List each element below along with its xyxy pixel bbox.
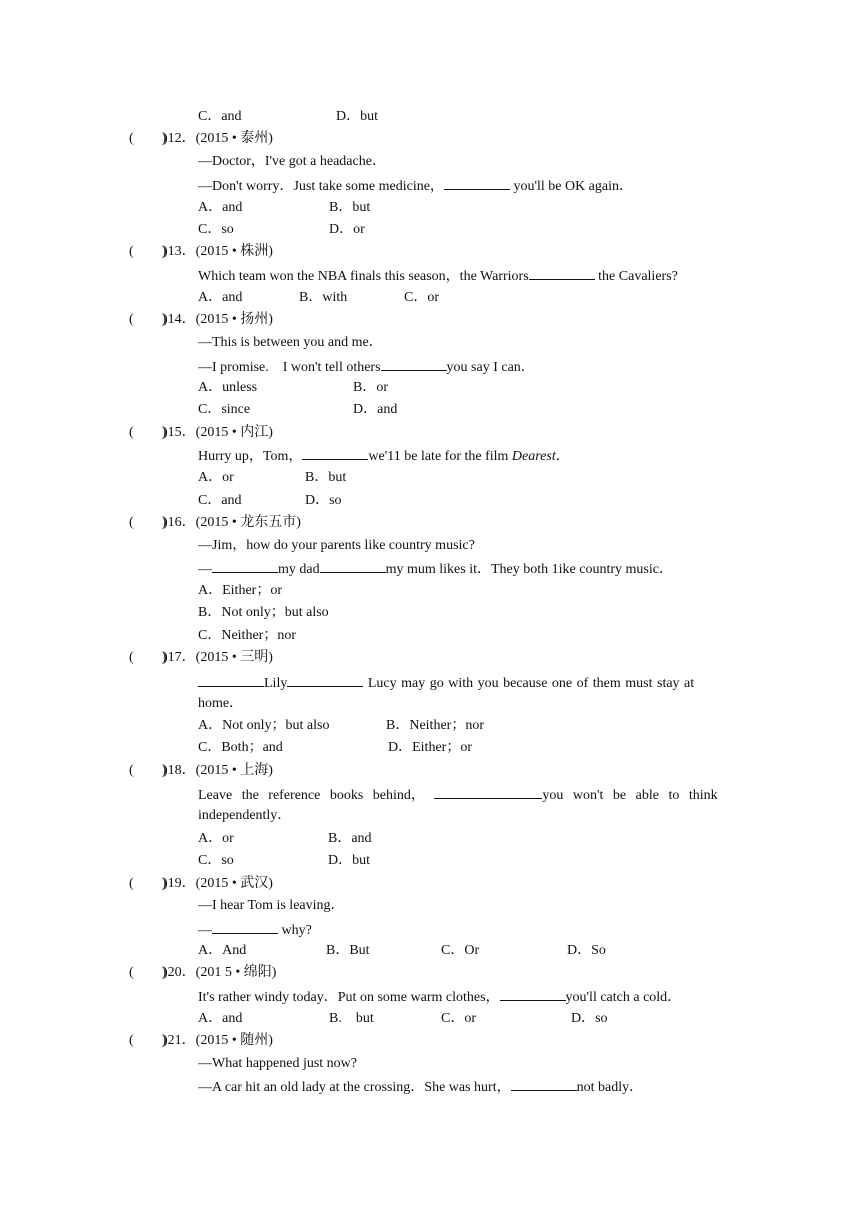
answer-blank [320, 559, 386, 573]
option-a: A．Either；or [198, 583, 282, 598]
question-text: —Jim，how do your parents like country music? [198, 538, 475, 553]
answer-paren: ( ) [129, 965, 167, 980]
option-a: A．or [198, 831, 234, 846]
answer-blank [511, 1077, 577, 1091]
answer-blank [287, 673, 363, 687]
option-a: A．And [198, 943, 247, 958]
question-text: —Doctor，I've got a headache． [198, 154, 386, 169]
option-d: D．and [353, 402, 398, 417]
option-a: A．and [198, 1011, 243, 1026]
question-number: )12．(2015 • 泰州) [163, 131, 273, 146]
answer-blank [529, 266, 595, 280]
question-number: )21．(2015 • 随州) [163, 1033, 273, 1048]
option-d: D．but [336, 109, 378, 124]
question-number: )18．(2015 • 上海) [163, 763, 273, 778]
option-d: D．So [567, 943, 606, 958]
option-a: A．Not only；but also [198, 718, 330, 733]
question-number: )20．(201 5 • 绵阳) [163, 965, 277, 980]
option-a: A．unless [198, 380, 258, 395]
answer-blank [381, 357, 447, 371]
question-text: Lily Lucy may go with you because one of them must stay at [198, 673, 694, 693]
answer-paren: ( ) [129, 131, 167, 146]
question-text: —I hear Tom is leaving． [198, 898, 345, 913]
question-number: )15．(2015 • 内江) [163, 425, 273, 440]
option-c: C．so [198, 222, 234, 237]
option-b: B．with [299, 290, 348, 305]
option-c: C．Both；and [198, 740, 283, 755]
option-b: B．but [305, 470, 347, 485]
option-d: D．so [305, 493, 342, 508]
question-text: Which team won the NBA finals this season，the Warriors the Cavaliers? [198, 266, 678, 286]
option-d: D．so [571, 1011, 608, 1026]
option-a: A．and [198, 200, 243, 215]
answer-paren: ( ) [129, 312, 167, 327]
question-text: home． [198, 696, 244, 711]
film-title: Dearest [511, 449, 556, 464]
option-b: B．and [328, 831, 372, 846]
question-number: )13．(2015 • 株洲) [163, 244, 273, 259]
answer-blank [500, 987, 566, 1001]
answer-blank [302, 446, 368, 460]
question-text: independently． [198, 808, 292, 823]
answer-paren: ( ) [129, 763, 167, 778]
option-a: A．and [198, 290, 243, 305]
option-b: B．Neither；nor [386, 718, 484, 733]
question-text: — why? [198, 920, 312, 940]
question-text: It's rather windy today．Put on some warm clothes， you'll catch a cold． [198, 987, 681, 1007]
question-number: )19．(2015 • 武汉) [163, 876, 273, 891]
option-b: B．but [329, 200, 371, 215]
option-c: C．so [198, 853, 234, 868]
option-d: D．or [329, 222, 365, 237]
option-b: B．or [353, 380, 388, 395]
answer-paren: ( ) [129, 244, 167, 259]
option-d: D．but [328, 853, 370, 868]
answer-blank [434, 785, 542, 799]
option-d: D．Either；or [388, 740, 472, 755]
option-b: B．Not only；but also [198, 605, 329, 620]
question-number: )17．(2015 • 三明) [163, 650, 273, 665]
question-text: —A car hit an old lady at the crossing．She was hurt， not badly． [198, 1077, 643, 1097]
option-b: B. but [329, 1011, 374, 1026]
answer-blank [212, 559, 278, 573]
answer-paren: ( ) [129, 650, 167, 665]
option-c: C．or [404, 290, 439, 305]
answer-blank [212, 920, 278, 934]
option-b: B．But [326, 943, 370, 958]
option-c: C．and [198, 493, 242, 508]
question-text: Hurry up，Tom， we'11 be late for the film Dearest． [198, 446, 570, 466]
answer-blank [198, 673, 264, 687]
question-text: —Don't worry．Just take some medicine， you'll be OK again． [198, 176, 633, 196]
option-a: A．or [198, 470, 234, 485]
option-c: C．and [198, 109, 242, 124]
question-text: —I promise. I won't tell others you say I can． [198, 357, 535, 377]
question-text: —This is between you and me． [198, 335, 383, 350]
answer-paren: ( ) [129, 876, 167, 891]
question-number: )16．(2015 • 龙东五市) [163, 515, 301, 530]
option-c: C．Or [441, 943, 480, 958]
question-text: Leave the reference books behind， you won't be able to think [198, 785, 718, 805]
option-c: C．since [198, 402, 251, 417]
question-text: — my dad my mum likes it．They both 1ike country music． [198, 559, 673, 579]
answer-paren: ( ) [129, 1033, 167, 1048]
option-c: C．Neither；nor [198, 628, 296, 643]
option-c: C．or [441, 1011, 476, 1026]
answer-blank [444, 176, 510, 190]
question-text: —What happened just now? [198, 1056, 358, 1071]
question-number: )14．(2015 • 扬州) [163, 312, 273, 327]
answer-paren: ( ) [129, 515, 167, 530]
answer-paren: ( ) [129, 425, 167, 440]
